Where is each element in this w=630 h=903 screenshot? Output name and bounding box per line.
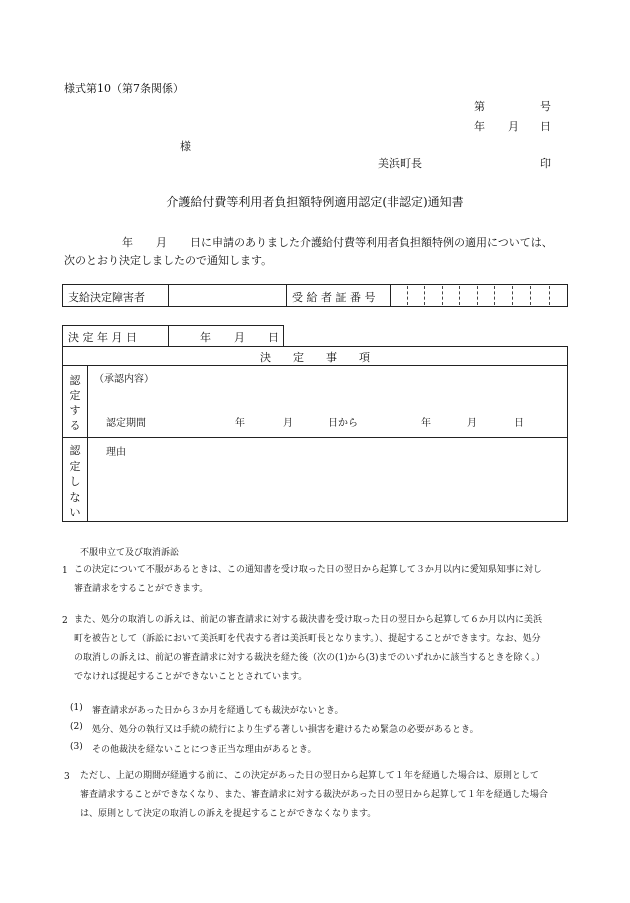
decision-month: 月 (234, 331, 245, 344)
notice-heading: 不服申立て及び取消訴訟 (80, 548, 180, 558)
period-to-day: 日 (514, 418, 524, 429)
intro-line1: 日に申請のありました介護給付費等利用者負担額特例の適用については、 (190, 236, 553, 249)
item3-number: 3 (64, 772, 70, 782)
sub1-number: (1) (70, 703, 83, 713)
period-to-month: 月 (467, 418, 477, 429)
deny-vertical-label: 認 定 し な い (69, 444, 81, 519)
item1-text: この決定について不服があるときは、この通知書を受け取った日の翌日から起算して３か月以内に愛知県知事に対し 審査請求をすることができます。 (74, 565, 542, 594)
header-year: 年 (474, 120, 485, 133)
item3-text: ただし、上記の期間が経過する前に、この決定があった日の翌日から起算して１年を経過した場合は、原則として 審査請求することができなくなり、また、審査請求に対する裁決があった日の翌日から起算して１年を経過した場合 は、原則として決定の取消しの訴えを提起することができなくなります。 (80, 771, 548, 819)
person-label: 支給決定障害者 (68, 291, 145, 304)
decision-date-label: 決 定 年 月 日 (68, 331, 137, 344)
decision-day: 日 (268, 331, 279, 344)
approved-content-label: （承認内容） (94, 374, 154, 385)
matters-header: 決 定 事 項 (260, 351, 370, 364)
cert-number-label: 受 給 者 証 番 号 (292, 291, 376, 304)
approve-vertical-label: 認 定 す る (69, 374, 81, 432)
sub2-number: (2) (70, 722, 83, 732)
sub1-text: 審査請求があった日から３か月を経過しても裁決がないとき。 (92, 706, 344, 716)
seal-mark: 印 (540, 157, 551, 170)
header-day: 日 (540, 120, 551, 133)
period-label: 認定期間 (106, 418, 146, 429)
document-title: 介護給付費等利用者負担額特例適用認定(非認定)通知書 (166, 195, 464, 209)
decision-year: 年 (200, 331, 211, 344)
item2-number: 2 (62, 616, 68, 626)
period-to-year: 年 (421, 418, 431, 429)
item1-number: 1 (62, 566, 68, 576)
form-number: 様式第10（第7条関係） (64, 82, 184, 95)
sub2-text: 処分、処分の執行又は手続の続行により生ずる著しい損害を避けるため緊急の必要があるとき。 (92, 725, 479, 735)
number-dai: 第 (474, 100, 485, 113)
sub3-number: (3) (70, 742, 83, 752)
item2-text: また、処分の取消しの訴えは、前記の審査請求に対する裁決書を受け取った日の翌日から起算して６か月以内に美浜 町を被告として（訴訟において美浜町を代表する者は美浜町長となります。）、提起することができます。なお、処分 の取消しの訴えは、前記の審査請求に対する裁決を経た後（次の(1)から(3)までのいずれかに該当するときを除く。） でなければ提起することができないこととされています。 (74, 615, 545, 682)
period-from-month: 月 (283, 418, 293, 429)
sub3-text: その他裁決を経ないことにつき正当な理由があるとき。 (92, 745, 317, 755)
intro-line2: 次のとおり決定しましたので通知します。 (64, 254, 273, 267)
reason-label: 理由 (106, 447, 126, 458)
intro-month: 月 (156, 236, 167, 249)
addressee-sama: 様 (180, 140, 191, 153)
mayor-title: 美浜町長 (378, 157, 422, 170)
intro-year: 年 (122, 236, 133, 249)
number-go: 号 (540, 100, 551, 113)
period-from-year: 年 (235, 418, 245, 429)
period-from-day: 日から (328, 418, 358, 429)
header-month: 月 (508, 120, 519, 133)
